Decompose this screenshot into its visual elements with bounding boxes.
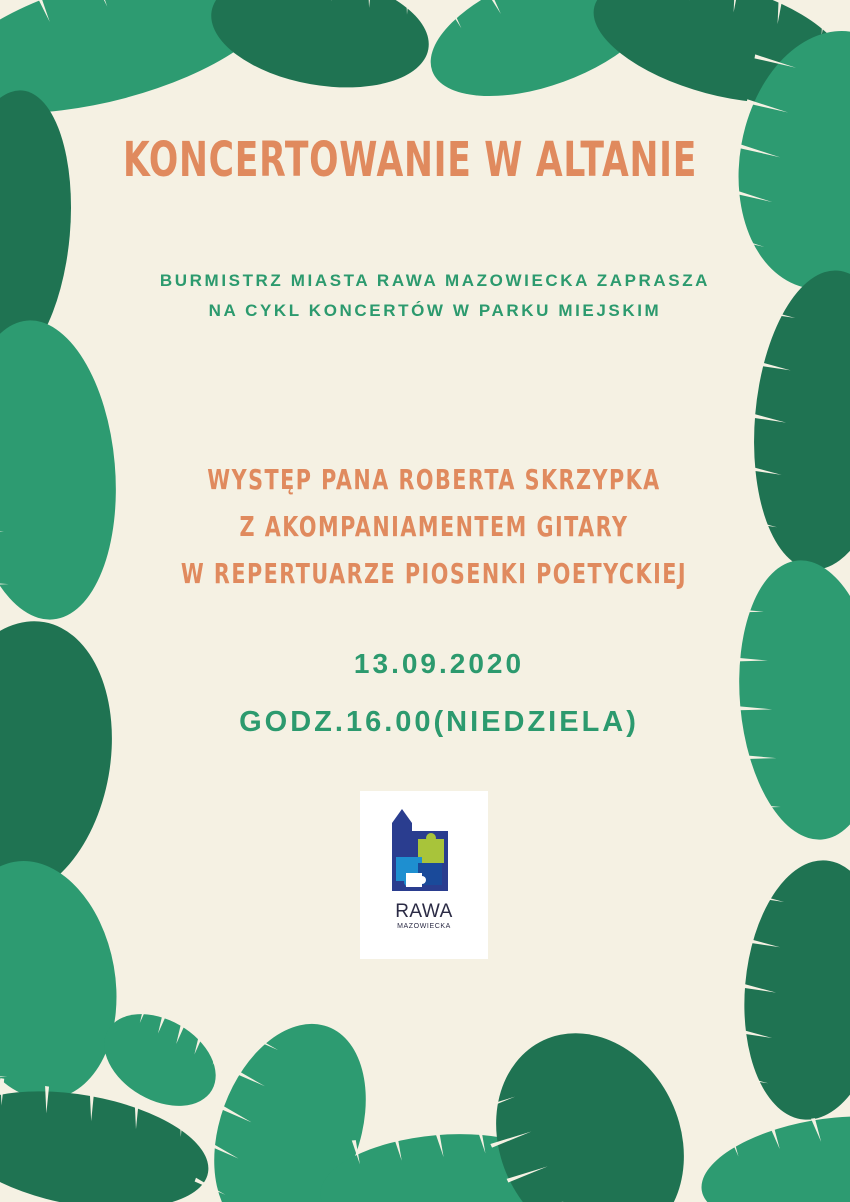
event-time: GODZ.16.00(NIEDZIELA) bbox=[239, 706, 639, 738]
town-logo bbox=[360, 791, 488, 959]
invitation-line: NA CYKL KONCERTÓW W PARKU MIEJSKIM bbox=[208, 301, 662, 320]
performer-line: WYSTĘP PANA ROBERTA SKRZYPKA bbox=[207, 463, 661, 496]
performer-line: W REPERTUARZE PIOSENKI POETYCKIEJ bbox=[180, 557, 688, 590]
leaf-shape bbox=[202, 0, 438, 103]
event-date: 13.09.2020 bbox=[353, 648, 525, 679]
logo-subtitle: MAZOWIECKA bbox=[397, 923, 451, 930]
invitation-text bbox=[90, 266, 780, 326]
logo-wordmark: RAWA bbox=[395, 901, 453, 922]
leaf-shape bbox=[732, 854, 850, 1125]
leaf-shape bbox=[0, 848, 135, 1112]
performer-text bbox=[113, 456, 755, 597]
leaf-shape bbox=[726, 554, 850, 845]
leaf-shape bbox=[0, 314, 128, 626]
performer-line: Z AKOMPANIAMENTEM GITARY bbox=[239, 510, 629, 543]
event-title: KONCERTOWANIE W ALTANIE bbox=[122, 132, 698, 188]
invitation-line: BURMISTRZ MIASTA RAWA MAZOWIECKA ZAPRASZA bbox=[159, 271, 711, 290]
